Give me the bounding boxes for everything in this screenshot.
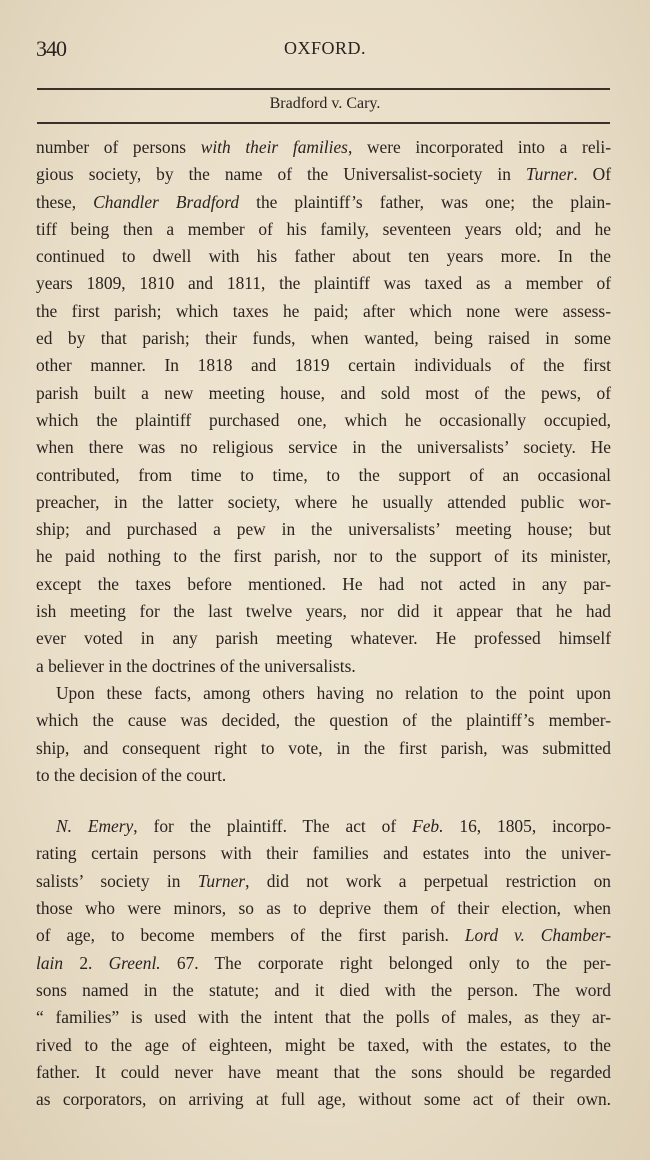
text-segment: 2.	[63, 952, 109, 973]
text-segment: sons named in the statute; and it died with the person. The word	[36, 979, 611, 1000]
text-segment: , did not work a perpetual restriction on	[245, 870, 611, 891]
text-line	[36, 243, 611, 270]
italic-text: N. Emery	[56, 816, 134, 837]
text-line	[36, 950, 611, 977]
text-line	[36, 625, 611, 652]
text-line	[36, 543, 611, 570]
text-line	[36, 653, 611, 680]
text-segment: Upon these facts, among others having no relation to the point upon	[56, 682, 611, 703]
text-line	[36, 977, 611, 1004]
text-line	[36, 434, 611, 461]
text-segment: ish meeting for the last twelve years, nor did it appear that he had	[36, 601, 611, 622]
text-segment: parish built a new meeting house, and sold most of the pews, of	[36, 382, 611, 403]
italic-text: with their families	[200, 137, 348, 157]
top-rule	[37, 88, 610, 90]
text-segment: , for the plaintiff. The act of	[133, 816, 413, 837]
text-segment: the plaintiff’s father, was one; the plain-	[239, 191, 611, 212]
text-segment: he paid nothing to the first parish, nor to the support of its minister,	[36, 546, 611, 567]
text-segment: ship, and consequent right to vote, in the first parish, was submitted	[36, 737, 611, 758]
text-line	[36, 598, 611, 625]
text-segment: which the cause was decided, the question of the plaintiff’s member-	[36, 710, 611, 731]
body-text	[36, 134, 611, 1113]
text-line	[36, 1004, 611, 1031]
text-line	[36, 735, 611, 762]
italic-text: Chandler Bradford	[93, 191, 240, 212]
text-segment: those who were minors, so as to deprive them of their election, when	[36, 898, 611, 919]
text-line	[36, 298, 611, 325]
text-segment: rating certain persons with their families and estates into the univer-	[36, 843, 611, 864]
text-segment: except the taxes before mentioned. He had not acted in any par-	[36, 573, 611, 594]
text-segment: continued to dwell with his father about ten years more. In the	[36, 246, 611, 267]
running-title: OXFORD.	[283, 38, 366, 58]
text-segment: . Of	[573, 164, 611, 185]
italic-text: lain	[36, 952, 64, 973]
text-line	[36, 762, 611, 789]
text-segment: , were incorporated into a reli-	[347, 137, 611, 157]
text-line	[36, 895, 611, 922]
text-segment: gious society, by the name of the Universalist-society in	[36, 164, 526, 185]
text-segment: years 1809, 1810 and 1811, the plaintiff was taxed as a member of	[36, 273, 611, 294]
text-segment: which the plaintiff purchased one, which he occasionally occupied,	[36, 409, 611, 430]
text-segment: tiff being then a member of his family, seventeen years old; and he	[36, 218, 611, 239]
text-segment: these,	[36, 191, 94, 212]
text-segment: ed by that parish; their funds, when wanted, being raised in some	[36, 328, 611, 349]
text-segment: preacher, in the latter society, where he usually attended public wor-	[36, 491, 611, 512]
italic-text: Turner	[525, 164, 574, 185]
text-segment: when there was no religious service in the universalists’ society. He	[36, 437, 611, 458]
text-line	[36, 270, 611, 297]
text-line	[36, 134, 611, 161]
text-segment: contributed, from time to time, to the support of an occasional	[36, 464, 611, 485]
page-number: 340	[36, 36, 66, 61]
text-segment: salists’ society in	[36, 870, 198, 891]
text-line	[36, 1086, 611, 1113]
text-segment: the first parish; which taxes he paid; after which none were assess-	[36, 300, 611, 321]
text-line	[36, 352, 611, 379]
text-segment: 67. The corporate right belonged only to the per-	[160, 952, 611, 973]
text-line	[36, 680, 611, 707]
text-line	[36, 868, 611, 895]
text-line	[36, 189, 611, 216]
text-line	[36, 380, 611, 407]
bottom-rule	[37, 122, 610, 124]
text-segment: ship; and purchased a pew in the universalists’ meeting house; but	[36, 519, 611, 540]
text-line	[36, 707, 611, 734]
text-line	[36, 571, 611, 598]
italic-text: Turner	[197, 870, 246, 891]
paragraph-gap	[36, 789, 611, 813]
text-segment: father. It could never have meant that the sons should be regarded	[36, 1061, 611, 1082]
paragraph	[36, 134, 611, 680]
text-segment: 16, 1805, incorpo-	[443, 816, 611, 837]
text-line	[36, 840, 611, 867]
text-line	[36, 489, 611, 516]
text-line	[36, 325, 611, 352]
text-segment: to the decision of the court.	[36, 764, 227, 785]
text-line	[36, 1059, 611, 1086]
italic-text: Feb.	[412, 816, 444, 837]
text-segment: ever voted in any parish meeting whatever. He professed himself	[36, 628, 611, 649]
italic-text: Greenl.	[108, 952, 161, 973]
text-line	[36, 462, 611, 489]
text-line	[36, 216, 611, 243]
text-line	[36, 161, 611, 188]
text-segment: of age, to become members of the first parish.	[36, 925, 465, 946]
text-segment: “ families” is used with the intent that the polls of males, as they ar-	[36, 1007, 611, 1028]
paragraph	[36, 813, 611, 1113]
italic-text: Lord v. Chamber-	[464, 925, 611, 946]
text-line	[36, 407, 611, 434]
text-line	[36, 922, 611, 949]
text-segment: as corporators, on arriving at full age, without some act of their own.	[36, 1089, 611, 1110]
paragraph	[36, 680, 611, 789]
text-segment: other manner. In 1818 and 1819 certain individuals of the first	[36, 355, 611, 376]
text-line	[36, 516, 611, 543]
text-segment: a believer in the doctrines of the universalists.	[36, 655, 356, 676]
text-line	[36, 1032, 611, 1059]
text-line	[36, 813, 611, 840]
text-segment: rived to the age of eighteen, might be taxed, with the estates, to the	[36, 1034, 611, 1055]
text-segment: number of persons	[36, 137, 201, 157]
case-title: Bradford v. Cary.	[269, 95, 381, 112]
